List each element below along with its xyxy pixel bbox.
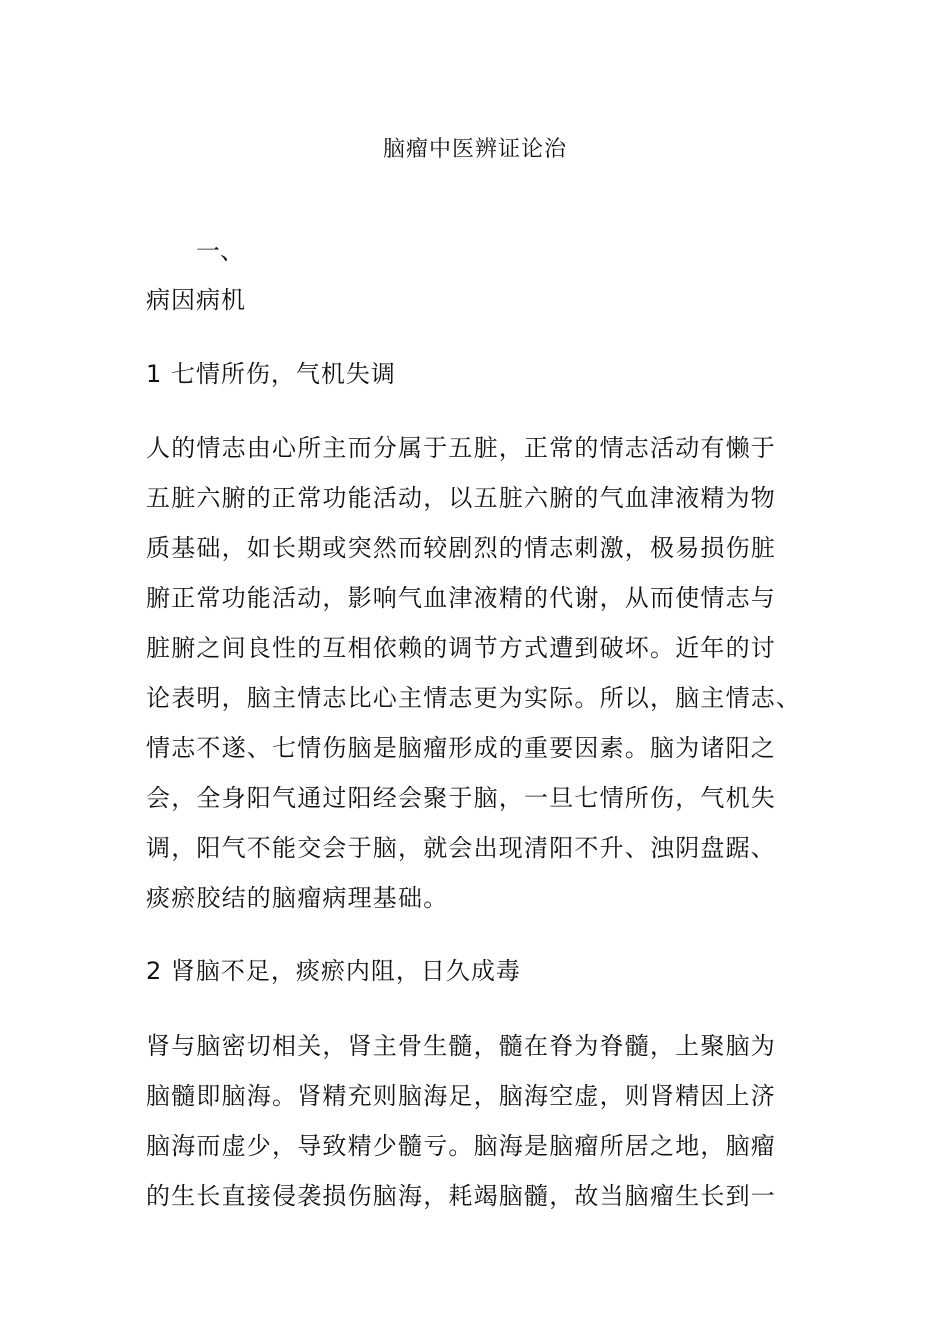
paragraph-line: 痰瘀胶结的脑瘤病理基础。 (146, 884, 449, 912)
paragraph-line: 调，阳气不能交会于脑，就会出现清阳不升、浊阴盘踞、 (146, 834, 776, 862)
paragraph-line: 腑正常功能活动，影响气血津液精的代谢，从而使情志与 (146, 584, 776, 612)
paragraph-1 (146, 423, 806, 923)
paragraph-line: 肾与脑密切相关，肾主骨生髓，髓在脊为脊髓，上聚脑为 (146, 1032, 776, 1060)
subsection-heading-2: 2 肾脑不足，痰瘀内阻，日久成毒 (146, 957, 521, 985)
subsection-heading-1: 1 七情所伤，气机失调 (146, 360, 396, 388)
paragraph-line: 情志不遂、七情伤脑是脑瘤形成的重要因素。脑为诸阳之 (146, 734, 776, 762)
paragraph-line: 五脏六腑的正常功能活动，以五脏六腑的气血津液精为物 (146, 484, 776, 512)
paragraph-line: 脑髓即脑海。肾精充则脑海足，脑海空虚，则肾精因上济 (146, 1082, 776, 1110)
paragraph-2 (146, 1021, 806, 1221)
paragraph-line: 会，全身阳气通过阳经会聚于脑，一旦七情所伤，气机失 (146, 784, 776, 812)
section-number: 一、 (196, 237, 244, 265)
paragraph-line: 人的情志由心所主而分属于五脏，正常的情志活动有懒于 (146, 434, 776, 462)
paragraph-line: 论表明，脑主情志比心主情志更为实际。所以，脑主情志、 (146, 684, 802, 712)
section-title: 病因病机 (146, 286, 246, 314)
paragraph-line: 的生长直接侵袭损伤脑海，耗竭脑髓，故当脑瘤生长到一 (146, 1182, 776, 1210)
paragraph-line: 脑海而虚少，导致精少髓亏。脑海是脑瘤所居之地，脑瘤 (146, 1132, 776, 1160)
paragraph-line: 质基础，如长期或突然而较剧烈的情志刺激，极易损伤脏 (146, 534, 776, 562)
document-title: 脑瘤中医辨证论治 (382, 137, 567, 162)
paragraph-line: 脏腑之间良性的互相依赖的调节方式遭到破坏。近年的讨 (146, 634, 776, 662)
